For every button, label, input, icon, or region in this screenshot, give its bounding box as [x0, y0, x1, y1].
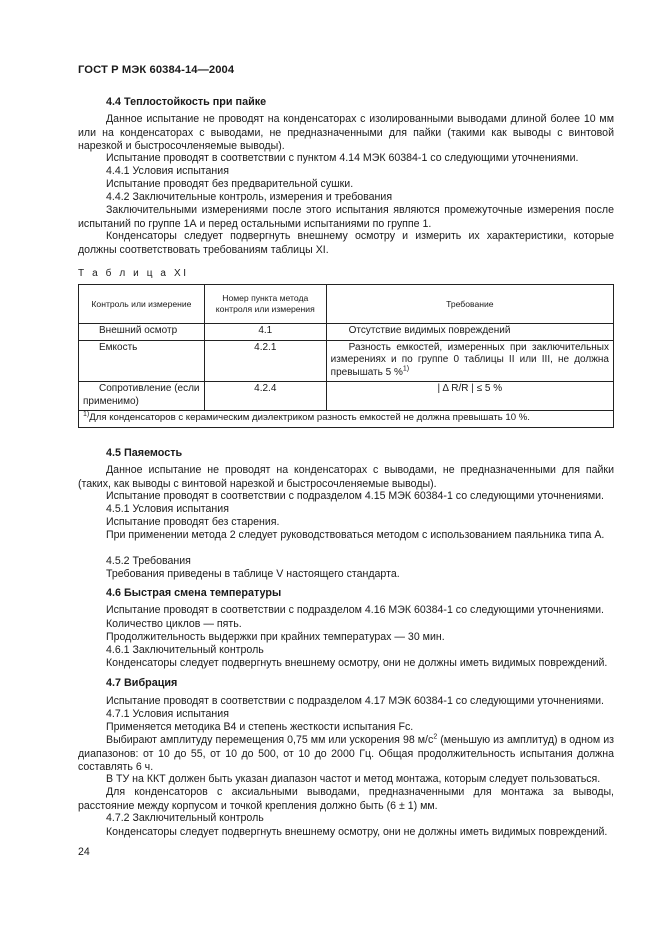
table-row — [79, 382, 614, 411]
paragraph: Данное испытание не проводят на конденсаторах с изолированными выводами длиной более 10 мм или на конденсаторах с выводами, не предназначенными для пайки (такими как выводы с винтовой нарезкой и быстросочленяемые выводы). — [78, 113, 614, 153]
footnote-text: Для конденсаторов с керамическим диэлектриком разность емкостей не должна превышать 10 %. — [89, 412, 530, 423]
subsection-heading: 4.5.1 Условия испытания — [106, 503, 229, 515]
paragraph: Испытание проводят без старения. — [106, 516, 280, 528]
section-title-4-7: 4.7 Вибрация — [106, 677, 178, 689]
table-row — [79, 324, 614, 341]
page-number: 24 — [78, 846, 90, 858]
table-cell: 4.2.4 — [204, 382, 326, 411]
paragraph: Заключительными измерениями после этого испытания являются промежуточные измерения после испытаний по группе 1А и перед остальными испытаниями по группе 1. — [78, 204, 614, 230]
paragraph: При применении метода 2 следует руководствоваться методом с использованием паяльника типа А. — [106, 529, 605, 541]
table-row — [79, 340, 614, 382]
table-header-cell: Требование — [326, 285, 613, 324]
paragraph: Для конденсаторов с аксиальными выводами, предназначенными для монтажа за выводы, расстояние между корпусом и точкой крепления должно быть (6 ± 1) мм. — [78, 786, 614, 812]
table-cell: Отсутствие видимых повреждений — [326, 324, 613, 341]
table-cell: 4.1 — [204, 324, 326, 341]
paragraph: Испытание проводят без предварительной сушки. — [106, 178, 354, 190]
table-footnote — [79, 411, 614, 428]
table-caption: Т а б л и ц а XI — [78, 268, 189, 279]
paragraph: Испытание проводят в соответствии с подразделом 4.17 МЭК 60384-1 со следующими уточнениями. — [106, 695, 604, 707]
text-run: (меньшую из амплитуд) в одном из диапазонов: от 10 до 55, от 10 до 500, от 10 до 2000 Гц. Общая продолжительность испытания должна составлять 6 ч. — [78, 734, 615, 774]
paragraph: Продолжительность выдержки при крайних температурах — 30 мин. — [106, 631, 445, 643]
paragraph: Применяется методика В4 и степень жесткости испытания Fc. — [106, 721, 414, 733]
paragraph: Конденсаторы следует подвергнуть внешнему осмотру, они не должны иметь видимых повреждений. — [106, 657, 608, 669]
subsection-heading: 4.4.1 Условия испытания — [106, 165, 229, 177]
table-header-cell: Контроль или измерение — [79, 285, 205, 324]
text-run: Выбирают амплитуду перемещения 0,75 мм или ускорения 98 м/с — [106, 734, 434, 746]
table-cell — [326, 340, 613, 382]
paragraph: Конденсаторы следует подвергнуть внешнему осмотру и измерить их характеристики, которые должны соответствовать требованиям таблицы XI. — [78, 230, 614, 256]
paragraph: Конденсаторы следует подвергнуть внешнему осмотру, они не должны иметь видимых повреждений. — [106, 826, 608, 838]
section-title-4-5: 4.5 Паяемость — [106, 447, 183, 459]
subsection-heading: 4.7.1 Условия испытания — [106, 708, 229, 720]
paragraph: Испытание проводят в соответствии с подразделом 4.15 МЭК 60384-1 со следующими уточнениями. — [106, 490, 604, 502]
footnote-ref: 1) — [402, 365, 410, 373]
paragraph: Требования приведены в таблице V настоящего стандарта. — [106, 568, 400, 580]
paragraph: Количество циклов — пять. — [106, 618, 242, 630]
table-cell: 4.2.1 — [204, 340, 326, 382]
table-footnote-row — [79, 411, 614, 428]
table-cell: Внешний осмотр — [79, 324, 205, 341]
cell-text: Разность емкостей, измеренных при заключительных измерениях и по группе 0 таблицы II или III, не должна превышать 5 % — [330, 341, 609, 378]
table-cell: | Δ R/R | ≤ 5 % — [326, 382, 613, 411]
subsection-heading: 4.4.2 Заключительные контроль, измерения и требования — [106, 191, 393, 203]
paragraph: Испытание проводят в соответствии с пунктом 4.14 МЭК 60384-1 со следующими уточнениями. — [106, 152, 579, 164]
subsection-heading: 4.6.1 Заключительный контроль — [106, 644, 264, 656]
superscript: 2 — [433, 733, 438, 741]
table-header-cell: Номер пункта метода контроля или измерения — [204, 285, 326, 324]
table-cell: Сопротивление (если применимо) — [79, 382, 205, 411]
subsection-heading: 4.5.2 Требования — [106, 555, 191, 567]
table-header-row — [79, 285, 614, 324]
subsection-heading: 4.7.2 Заключительный контроль — [106, 812, 264, 824]
section-title-4-6: 4.6 Быстрая смена температуры — [106, 587, 282, 599]
section-title-4-4: 4.4 Теплостойкость при пайке — [106, 96, 267, 108]
requirements-table — [78, 284, 614, 428]
paragraph — [78, 734, 614, 775]
document-header: ГОСТ Р МЭК 60384-14—2004 — [78, 64, 235, 76]
footnote-mark: 1) — [83, 410, 90, 418]
paragraph: Испытание проводят в соответствии с подразделом 4.16 МЭК 60384-1 со следующими уточнениями. — [106, 604, 604, 616]
table-cell: Емкость — [79, 340, 205, 382]
paragraph: Данное испытание не проводят на конденсаторах с выводами, не предназначенными для пайки (таких, как выводы с винтовой нарезкой и быстросочленяемые выводы). — [78, 464, 614, 490]
paragraph: В ТУ на ККТ должен быть указан диапазон частот и метод монтажа, которым следует пользоваться. — [106, 773, 601, 785]
